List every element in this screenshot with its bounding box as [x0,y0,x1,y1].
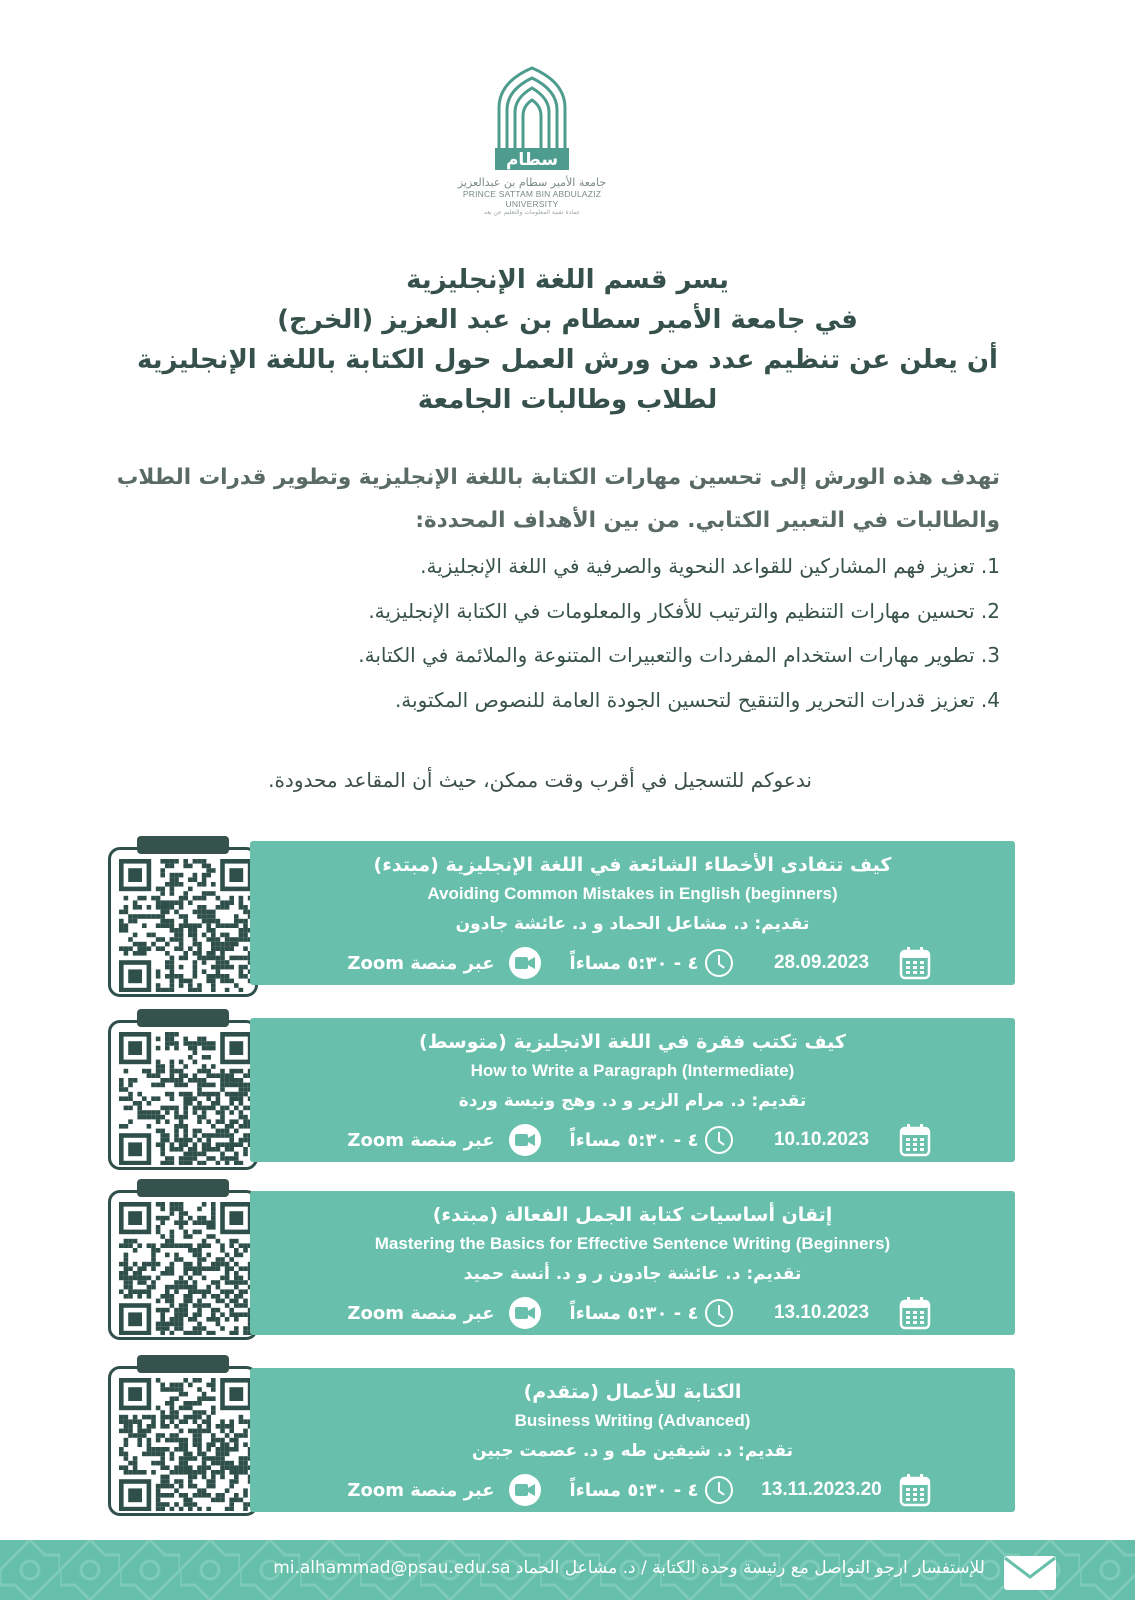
registration-invite: ندعوكم للتسجيل في أقرب وقت ممكن، حيث أن المقاعد محدودة. [268,768,812,792]
workshop-time: ٤ - ٥:٣٠ مساءاً [569,1302,699,1324]
workshop-presenters: تقديم: د. مشاعل الحماد و د. عائشة جادون [455,914,810,934]
qr-code-icon [119,859,252,992]
clock-icon [705,1476,733,1504]
clock-icon [705,949,733,977]
heading-line-2: في جامعة الأمير سطام بن عبد العزيز (الخرج) [277,305,858,335]
workshop-card [250,841,1015,985]
registration-qr-code[interactable] [108,1190,258,1340]
registration-qr-code[interactable] [108,1366,258,1516]
qr-code-icon [119,1032,252,1165]
workshop-title-ar: كيف تكتب فقرة في اللغة الانجليزية (متوسط) [419,1031,846,1053]
clock-icon [705,1126,733,1154]
goal-item: 2. تحسين مهارات التنظيم والترتيب للأفكار والمعلومات في الكتابة الإنجليزية. [368,598,1000,623]
qr-tab [137,1009,229,1027]
workshop-date: 10.10.2023 [773,1129,870,1150]
qr-tab [137,1179,229,1197]
calendar-icon [899,1123,931,1157]
video-camera-icon [509,1297,541,1329]
workshop-date: 28.09.2023 [773,952,870,973]
workshop-presenters: تقديم: د. مرام الزير و د. وهج ونيسة وردة [458,1091,807,1111]
heading-line-3: أن يعلن عن تنظيم عدد من ورش العمل حول الكتابة باللغة الإنجليزية [137,345,998,375]
intro-line-2: والطالبات في التعبير الكتابي. من بين الأهداف المحددة: [415,508,1000,533]
intro-line-1: تهدف هذه الورش إلى تحسين مهارات الكتابة باللغة الإنجليزية وتطوير قدرات الطلاب [116,465,1000,490]
workshop-time: ٤ - ٥:٣٠ مساءاً [569,1479,699,1501]
workshop-presenters: تقديم: د. عائشة جادون ر و د. أنسة حميد [463,1264,802,1284]
qr-code-icon [119,1202,252,1335]
workshop-time: ٤ - ٥:٣٠ مساءاً [569,1129,699,1151]
footer-contact-text: للإستفسار ارجو التواصل مع رئيسة وحدة الكتابة / د. مشاعل الحماد mi.alhammad@psau.edu.sa [273,1558,985,1578]
registration-qr-code[interactable] [108,1020,258,1170]
announcement-heading [80,260,1055,420]
workshops-goal-intro [90,456,1000,542]
calendar-icon [899,946,931,980]
video-camera-icon [509,947,541,979]
workshop-details-row [250,947,1015,979]
workshop-platform: عبر منصة Zoom [347,952,495,974]
workshop-presenters: تقديم: د. شيفين طه و د. عصمت جبين [472,1441,793,1461]
workshop-title-ar: كيف تتفادى الأخطاء الشائعة في اللغة الإنجليزية (مبتدء) [373,854,892,876]
qr-tab [137,1355,229,1373]
workshop-platform: عبر منصة Zoom [347,1302,495,1324]
qr-tab [137,836,229,854]
footer-contact-bar [0,1540,1135,1600]
logo-name-en: PRINCE SATTAM BIN ABDULAZIZ UNIVERSITY [462,189,602,209]
goal-item: 1. تعزيز فهم المشاركين للقواعد النحوية والصرفية في اللغة الإنجليزية. [420,554,1000,578]
qr-code-icon [119,1378,252,1511]
calendar-icon [899,1473,931,1507]
workshop-details-row [250,1474,1015,1506]
registration-qr-code[interactable] [108,847,258,997]
goal-item: 4. تعزيز قدرات التحرير والتنقيح لتحسين الجودة العامة للنصوص المكتوبة. [394,687,1000,712]
workshop-time: ٤ - ٥:٣٠ مساءاً [569,952,699,974]
video-camera-icon [509,1124,541,1156]
logo-name-ar: جامعة الأمير سطام بن عبدالعزيز [457,176,607,189]
workshop-title-en: Mastering the Basics for Effective Sentence Writing (Beginners) [374,1234,891,1253]
workshop-date: 13.10.2023 [773,1302,870,1323]
workshop-title-ar: إتقان أساسيات كتابة الجمل الفعالة (مبتدء) [432,1204,833,1226]
workshop-details-row [250,1124,1015,1156]
workshop-details-row [250,1297,1015,1329]
logo-brand-text: سطام [505,150,559,170]
goals-list [90,544,1000,722]
clock-icon [705,1299,733,1327]
workshop-card [250,1018,1015,1162]
calendar-icon [899,1296,931,1330]
envelope-icon [1003,1555,1057,1591]
workshop-title-ar: الكتابة للأعمال (متقدم) [523,1381,742,1403]
workshop-platform: عبر منصة Zoom [347,1129,495,1151]
workshop-card [250,1191,1015,1335]
goal-item: 3. تطوير مهارات استخدام المفردات والتعبيرات المتنوعة والملائمة في الكتابة. [358,643,1000,667]
university-arch-emblem-icon [487,62,577,174]
workshop-date: 13.11.2023.20 [761,1479,882,1500]
heading-line-4: لطلاب وطالبات الجامعة [417,385,718,415]
workshop-platform: عبر منصة Zoom [347,1479,495,1501]
workshop-title-en: Avoiding Common Mistakes in English (beginners) [427,884,838,903]
university-logo [437,62,627,232]
workshop-title-en: Business Writing (Advanced) [514,1411,751,1430]
workshop-title-en: How to Write a Paragraph (Intermediate) [470,1061,795,1080]
video-camera-icon [509,1474,541,1506]
logo-dept: عمادة تقنية المعلومات والتعليم عن بعد [483,209,581,216]
heading-line-1: يسر قسم اللغة الإنجليزية [406,265,729,295]
workshop-card [250,1368,1015,1512]
